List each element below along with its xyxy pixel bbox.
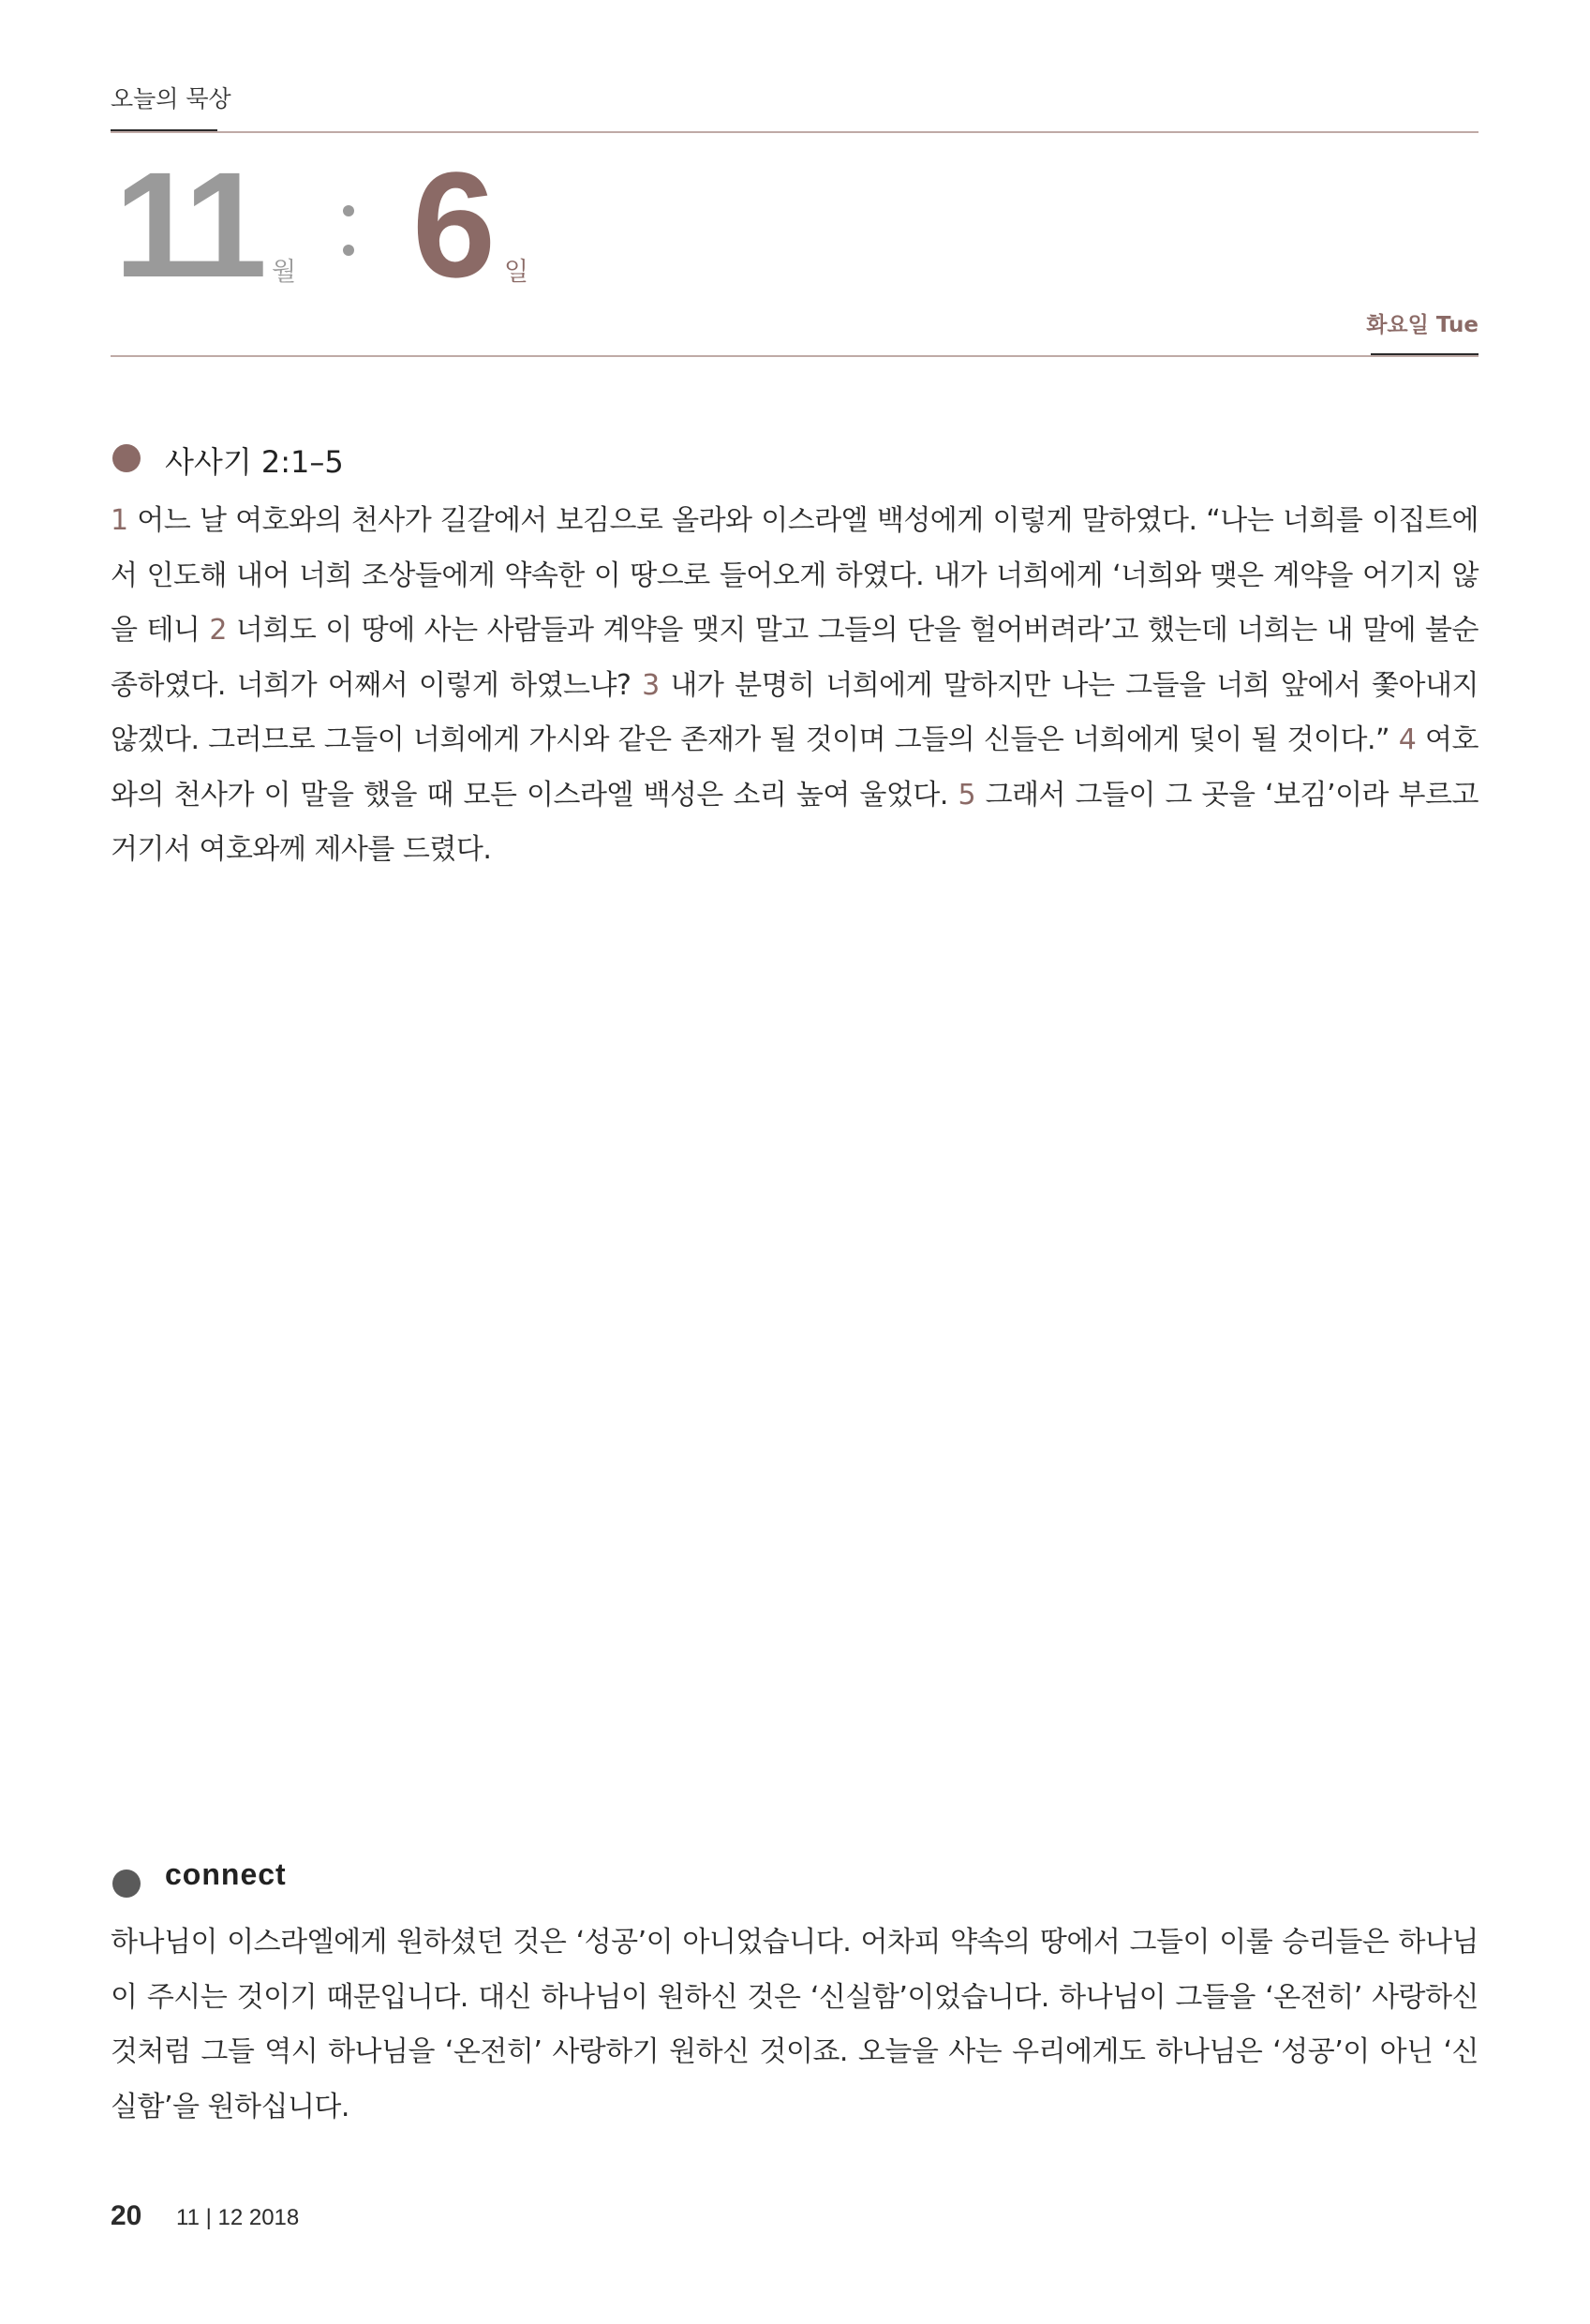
date-colon-bottom-dot bbox=[343, 245, 354, 256]
connect-bullet-icon bbox=[112, 1870, 141, 1898]
section-label: 오늘의 묵상 bbox=[111, 85, 231, 112]
connect-body: 하나님이 이스라엘에게 원하셨던 것은 ‘성공’이 아니었습니다. 어차피 약속의 땅에서 그들이 이룰 승리들은 하나님이 주시는 것이기 때문입니다. 대신 하나님이 원하신 것은 ‘신실함’이었습니다. 하나님이 그들을 ‘온전히’ 사랑하신 것처럼 그들 역시 하나님을 ‘온전히’ 사랑하기 원하신 것이죠. 오늘을 사는 우리에게도 하나님은 ‘성공’이 아닌 ‘신실함’을 원하십니다. bbox=[111, 1926, 1479, 2123]
day-unit: 일 bbox=[504, 258, 529, 287]
scripture-passage bbox=[111, 494, 1479, 878]
top-divider bbox=[111, 131, 1479, 133]
day-number: 6 bbox=[412, 141, 496, 308]
connect-heading: connect bbox=[165, 1857, 287, 1891]
verse-number: 2 bbox=[209, 614, 227, 647]
date-colon-top-dot bbox=[343, 205, 354, 216]
verse-text: 그래서 그들이 그 곳을 ‘보김’이라 부르고 거기서 여호와께 제사를 드렸다. bbox=[111, 778, 1479, 866]
weekday-label: 화요일 Tue bbox=[1366, 313, 1479, 337]
verse-text: 너희도 이 땅에 사는 사람들과 계약을 맺지 말고 그들의 단을 헐어버려라’고 했는데 너희는 내 말에 불순종하였다. 너희가 어째서 이렇게 하였느냐? bbox=[111, 614, 1479, 702]
verse-number: 3 bbox=[642, 668, 660, 702]
scripture-bullet-icon bbox=[112, 444, 141, 472]
month-unit: 월 bbox=[272, 258, 297, 287]
page-number: 20 bbox=[111, 2200, 142, 2231]
verse-number: 1 bbox=[111, 504, 128, 537]
month-number: 11 bbox=[114, 141, 262, 308]
verse-text: 어느 날 여호와의 천사가 길갈에서 보김으로 올라와 이스라엘 백성에게 이렇게 말하였다. “나는 너희를 이집트에서 인도해 내어 너희 조상들에게 약속한 이 땅으로 들어오게 하였다. 내가 너희에게 ‘너희와 맺은 계약을 어기지 않을 테니 bbox=[111, 504, 1479, 647]
verse-text: 내가 분명히 너희에게 말하지만 나는 그들을 너희 앞에서 쫓아내지 않겠다. 그러므로 그들이 너희에게 가시와 같은 존재가 될 것이며 그들의 신들은 너희에게 덫이 될 것이다.” bbox=[111, 668, 1479, 756]
scripture-reference: 사사기 2:1–5 bbox=[165, 444, 344, 480]
issue-date: 11 | 12 2018 bbox=[176, 2205, 300, 2230]
header-divider bbox=[111, 355, 1479, 357]
verse-number: 4 bbox=[1398, 723, 1417, 756]
verse-number: 5 bbox=[958, 778, 976, 812]
verse-text: 여호와의 천사가 이 말을 했을 때 모든 이스라엘 백성은 소리 높여 울었다. bbox=[111, 723, 1479, 812]
